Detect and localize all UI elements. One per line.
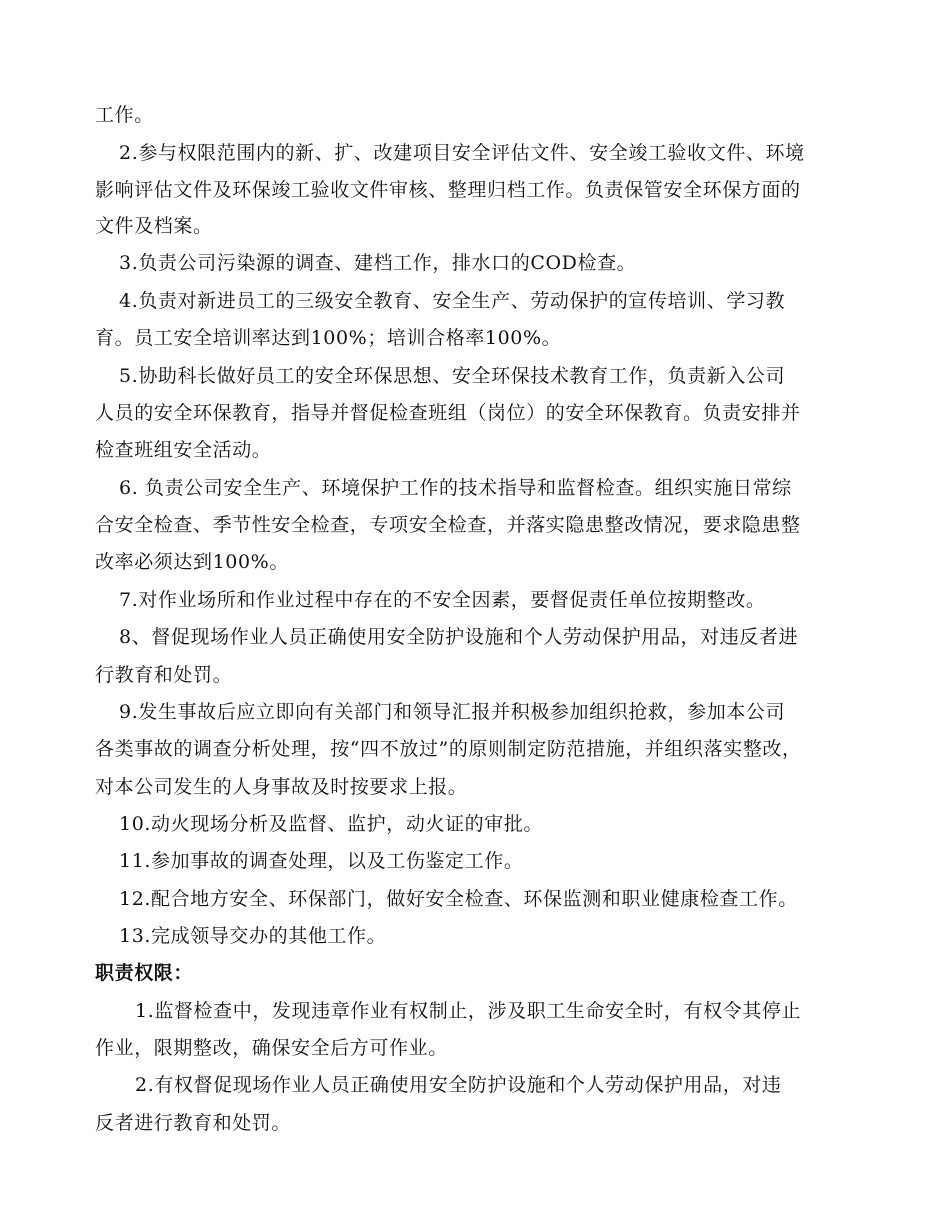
paragraph-line: 文件及档案。 [95, 215, 213, 237]
paragraph-line: 4.负责对新进员工的三级安全教育、安全生产、劳动保护的宣传培训、学习教 [119, 290, 786, 312]
paragraph-line: 对本公司发生的人身事故及时按要求上报。 [95, 776, 468, 798]
paragraph-line: 作业，限期整改，确保安全后方可作业。 [95, 1037, 448, 1059]
paragraph-line: 2.有权督促现场作业人员正确使用安全防护设施和个人劳动保护用品，对违 [135, 1074, 782, 1096]
paragraph-line: 9.发生事故后应立即向有关部门和领导汇报并积极参加组织抢救，参加本公司 [119, 701, 786, 723]
paragraph-line: 5.协助科长做好员工的安全环保思想、安全环保技术教育工作，负责新入公司 [119, 365, 786, 387]
paragraph-line: 1.监督检查中，发现违章作业有权制止，涉及职工生命安全时，有权令其停止 [135, 1000, 802, 1022]
paragraph-line: 11.参加事故的调查处理，以及工伤鉴定工作。 [119, 850, 524, 872]
paragraph-line: 2.参与权限范围内的新、扩、改建项目安全评估文件、安全竣工验收文件、环境 [119, 142, 805, 164]
paragraph-line: 8、督促现场作业人员正确使用安全防护设施和个人劳动保护用品，对违反者进 [119, 626, 799, 648]
paragraph-line: 各类事故的调查分析处理，按“四不放过”的原则制定防范措施，并组织落实整改， [95, 738, 802, 760]
paragraph-line: 改率必须达到100%。 [95, 551, 289, 573]
paragraph-line: 育。员工安全培训率达到100%；培训合格率100%。 [95, 327, 562, 349]
section-heading: 职责权限： [95, 962, 194, 984]
paragraph-line: 合安全检查、季节性安全检查，专项安全检查，并落实隐患整改情况，要求隐患整 [95, 514, 801, 536]
paragraph-line: 行教育和处罚。 [95, 664, 233, 686]
paragraph-line: 工作。 [95, 104, 154, 126]
paragraph-line: 13.完成领导交办的其他工作。 [119, 925, 387, 947]
paragraph-line: 7.对作业场所和作业过程中存在的不安全因素，要督促责任单位按期整改。 [119, 589, 766, 611]
paragraph-line: 影响评估文件及环保竣工验收文件审核、整理归档工作。负责保管安全环保方面的 [95, 179, 801, 201]
paragraph-line: 3.负责公司污染源的调查、建档工作，排水口的COD检查。 [119, 252, 637, 274]
paragraph-line: 12.配合地方安全、环保部门，做好安全检查、环保监测和职业健康检查工作。 [119, 888, 798, 910]
paragraph-line: 检查班组安全活动。 [95, 439, 272, 461]
paragraph-line: 人员的安全环保教育，指导并督促检查班组（岗位）的安全环保教育。负责安排并 [95, 402, 801, 424]
paragraph-line: 10.动火现场分析及监督、监护，动火证的审批。 [119, 813, 544, 835]
paragraph-line: 反者进行教育和处罚。 [95, 1112, 292, 1134]
paragraph-line: 6. 负责公司安全生产、环境保护工作的技术指导和监督检查。组织实施日常综 [119, 477, 792, 499]
